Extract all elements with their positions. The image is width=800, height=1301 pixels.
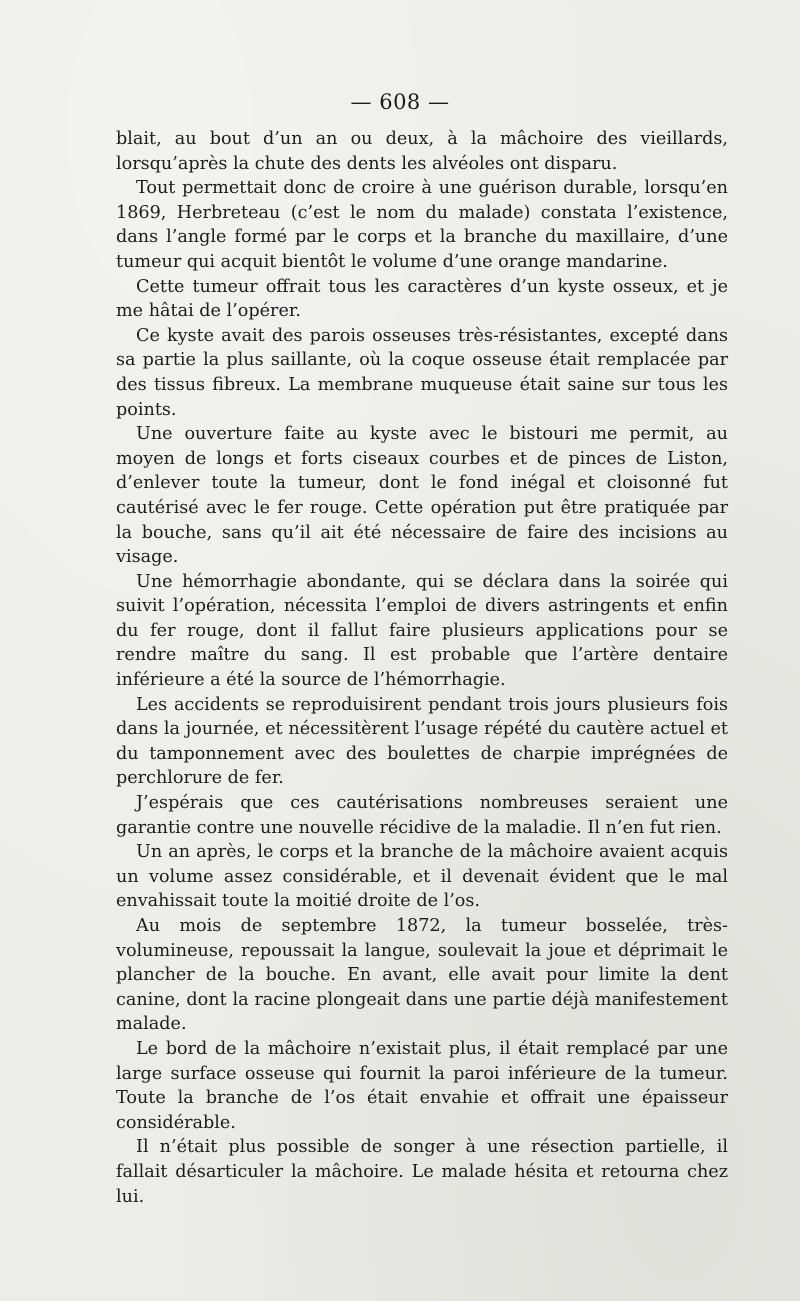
paragraph-1: blait, au bout d’un an ou deux, à la mâchoire des vieillards, lorsqu’après la chute des dents les alvéoles ont disparu. — [116, 129, 728, 174]
paragraph-11: Le bord de la mâchoire n’existait plus, il était remplacé par une large surface osseuse qui fournit la paroi inférieure de la tumeur. Toute la branche de l’os était envahie et offrait une épaisseur considérable. — [116, 1038, 728, 1133]
paragraph-10: Au mois de septembre 1872, la tumeur bosselée, très-volumineuse, repoussait la langue, soulevait la joue et déprimait le plancher de la bouche. En avant, elle avait pour limite la dent canine, dont la racine plongeait dans une partie déjà manifestement malade. — [116, 916, 728, 1035]
paragraph-5: Une ouverture faite au kyste avec le bistouri me permit, au moyen de longs et forts ciseaux courbes et de pinces de Liston, d’enlever toute la tumeur, dont le fond inégal et cloisonné fut cautérisé avec le fer rouge. Cette opération put être pratiquée par la bouche, sans qu’il ait été nécessaire de faire des incisions au visage. — [116, 424, 728, 568]
paragraph-7: Les accidents se reproduisirent pendant trois jours plusieurs fois dans la journée, et nécessitèrent l’usage répété du cautère actuel et du tamponnement avec des boulettes de charpie imprégnées de perchlorure de fer. — [116, 694, 728, 789]
paragraph-9: Un an après, le corps et la branche de la mâchoire avaient acquis un volume assez considérable, et il devenait évident que le mal envahissait toute la moitié droite de l’os. — [116, 842, 728, 912]
paragraph-4: Ce kyste avait des parois osseuses très-résistantes, excepté dans sa partie la plus saillante, où la coque osseuse était remplacée par des tissus fibreux. La membrane muqueuse était saine sur tous les points. — [116, 325, 728, 420]
page-number: — 608 — — [350, 90, 450, 114]
paragraph-6: Une hémorrhagie abondante, qui se déclara dans la soirée qui suivit l’opération, nécessita l’emploi de divers astringents et enfin du fer rouge, dont il fallut faire plusieurs applications pour se rendre maître du sang. Il est probable que l’artère dentaire inférieure a été la source de l’hémorrhagie. — [116, 571, 728, 691]
body-text — [116, 127, 728, 1209]
paragraph-2: Tout permettait donc de croire à une guérison durable, lorsqu’en 1869, Herbreteau (c’est le nom du malade) constata l’existence, dans l’angle formé par le corps et la branche du maxillaire, d’une tumeur qui acquit bientôt le volume d’une orange mandarine. — [116, 178, 728, 272]
paragraph-12: Il n’était plus possible de songer à une résection partielle, il fallait désarticuler la mâchoire. Le malade hésita et retourna chez lui. — [116, 1137, 728, 1207]
paragraph-8: J’espérais que ces cautérisations nombreuses seraient une garantie contre une nouvelle récidive de la maladie. Il n’en fut rien. — [116, 793, 728, 838]
paragraph-3: Cette tumeur offrait tous les caractères d’un kyste osseux, et je me hâtai de l’opérer. — [116, 276, 728, 322]
